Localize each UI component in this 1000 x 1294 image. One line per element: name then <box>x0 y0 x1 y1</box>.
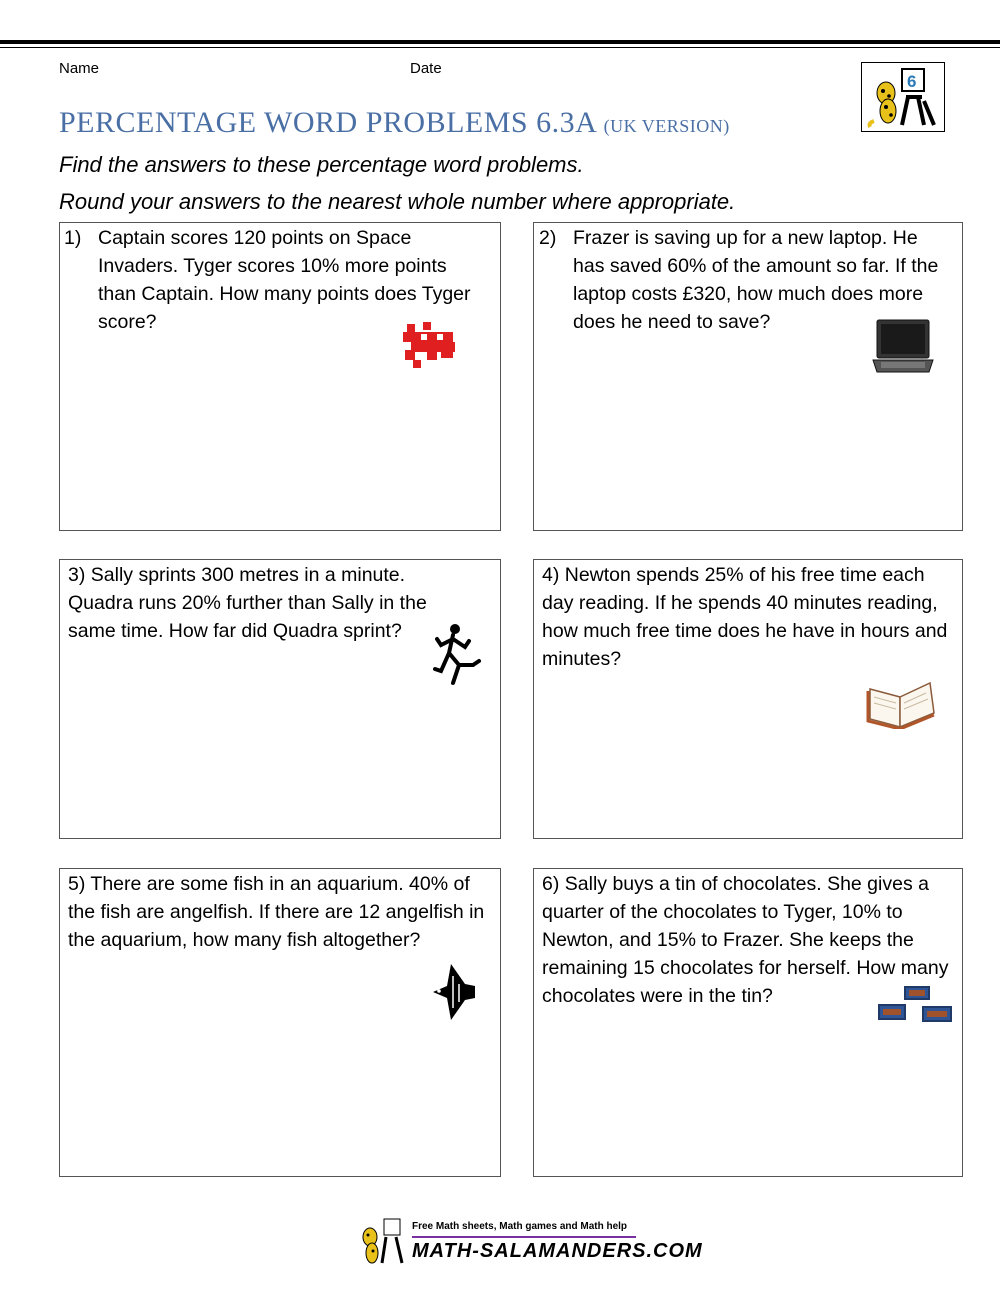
salamander-logo <box>861 62 945 132</box>
question-4-text: 4) Newton spends 25% of his free time each day reading. If he spends 40 minutes reading, how much free time does he have in hours and minutes? <box>542 564 948 670</box>
salamander-icon <box>862 63 944 131</box>
logo-number: 6 <box>907 72 917 91</box>
question-1-text: Captain scores 120 points on Space Invaders. Tyger scores 10% more points than Captain. How many points does Tyger score? <box>98 227 471 333</box>
instruction-line-2: Round your answers to the nearest whole number where appropriate. <box>59 189 736 214</box>
footer-rule <box>412 1236 636 1238</box>
question-2-text: Frazer is saving up for a new laptop. He has saved 60% of the amount so far. If the laptop costs £320, how much does more does he need to save? <box>573 227 939 333</box>
angelfish-icon <box>431 962 479 1022</box>
top-rule-thick <box>0 40 1000 44</box>
page-title <box>59 106 730 140</box>
instruction-line-1: Find the answers to these percentage word problems. <box>59 152 584 177</box>
question-6-text: 6) Sally buys a tin of chocolates. She gives a quarter of the chocolates to Tyger, 10% to Newton, and 15% to Frazer. She keeps the remaining 15 chocolates for herself. How many chocolates were in the tin? <box>542 873 949 1007</box>
question-2-number: 2) <box>539 227 557 249</box>
question-5-text: 5) There are some fish in an aquarium. 40% of the fish are angelfish. If there are 12 angelfish in the aquarium, how many fish altogether? <box>68 873 485 951</box>
top-rule-thin <box>0 47 1000 48</box>
date-label: Date <box>410 60 442 77</box>
chocolates-icon <box>877 985 953 1025</box>
title-main: PERCENTAGE WORD PROBLEMS 6.3A <box>59 106 596 139</box>
laptop-icon <box>871 318 935 374</box>
footer-site: MATH-SALAMANDERS.COM <box>412 1240 703 1262</box>
runner-icon <box>433 621 483 687</box>
question-3-text: 3) Sally sprints 300 metres in a minute. Quadra runs 20% further than Sally in the same time. How far did Quadra sprint? <box>68 564 427 642</box>
title-version: (UK VERSION) <box>603 116 730 136</box>
book-icon <box>866 679 938 729</box>
question-1-number: 1) <box>64 227 82 249</box>
footer-tagline: Free Math sheets, Math games and Math help <box>412 1221 628 1232</box>
space-invader-icon <box>401 320 461 370</box>
footer-salamander-logo <box>356 1217 410 1267</box>
name-label: Name <box>59 60 100 77</box>
